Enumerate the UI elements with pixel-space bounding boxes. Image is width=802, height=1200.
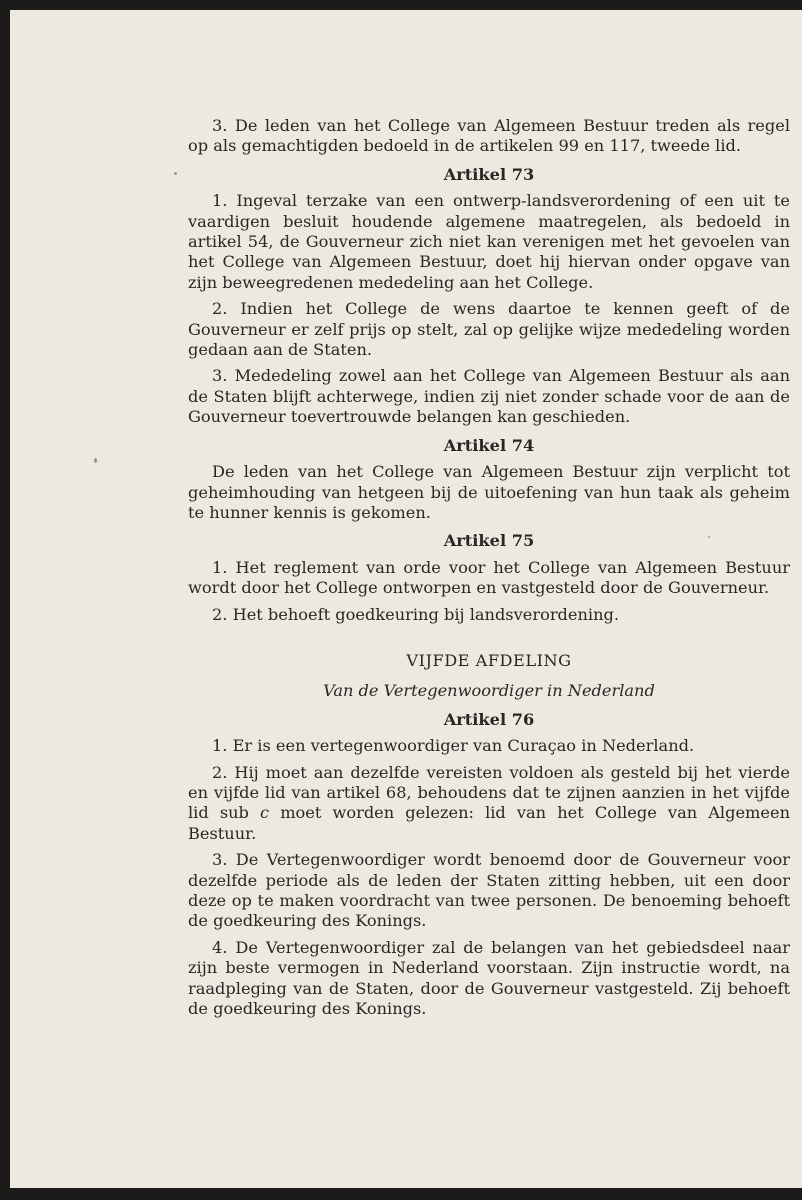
paragraph-73-3: 3. Mededeling zowel aan het College van Algemeen Bestuur als aan de Staten blijft achterwege, indien zij niet zonder schade voor de aan de Gouverneur toevertrouwde belangen kan geschieden. <box>188 366 790 427</box>
heading-artikel-76: Artikel 76 <box>443 709 535 729</box>
paragraph-76-1: 1. Er is een vertegenwoordiger van Curaçao in Nederland. <box>212 736 695 756</box>
document-page <box>10 10 802 1188</box>
document-body <box>188 116 790 1025</box>
paragraph-72-3: 3. De leden van het College van Algemeen Bestuur treden als regel op als gemachtigden bedoeld in de artikelen 99 en 117, tweede lid. <box>188 116 790 156</box>
text-run: 2. Hij moet aan dezelfde vereisten voldoen als gesteld bij het vierde en vijfde lid van artikel 68, behoudens dat te zijnen aanzien in het vijfde lid sub <box>188 762 790 823</box>
heading-artikel-75: Artikel 75 <box>443 531 535 551</box>
text-run: moet worden gelezen: lid van het College van Algemeen Bestuur. <box>188 803 790 843</box>
paragraph-75-1: 1. Het reglement van orde voor het College van Algemeen Bestuur wordt door het College ontworpen en vastgesteld door de Gouverneur. <box>188 557 790 598</box>
section-subtitle: Van de Vertegenwoordiger in Nederland <box>323 681 655 701</box>
paragraph-76-4: 4. De Vertegenwoordiger zal de belangen van het gebiedsdeel naar zijn beste vermogen in Nederland voorstaan. Zijn instructie wordt, na raadpleging van de Staten, door de Gouverneur vastgesteld. Zij behoeft de goedkeuring des Konings. <box>188 937 790 1019</box>
heading-artikel-73: Artikel 73 <box>443 164 535 184</box>
section-title: VIJFDE AFDELING <box>406 650 572 670</box>
paper-speck <box>174 172 177 175</box>
paragraph-74: De leden van het College van Algemeen Bestuur zijn verplicht tot geheimhouding van hetgeen bij de uitoefening van hun taak als geheim te hunner kennis is gekomen. <box>188 462 790 522</box>
paragraph-75-2: 2. Het behoeft goedkeuring bij landsverordening. <box>212 604 620 624</box>
paper-speck <box>94 458 97 463</box>
paragraph-73-1: 1. Ingeval terzake van een ontwerp-landsverordening of een uit te vaardigen besluit houdende algemene maatregelen, als bedoeld in artikel 54, de Gouverneur zich niet kan verenigen met het gevoelen van het College van Algemeen Bestuur, doet hij hiervan onder opgave van zijn beweegredenen mededeling aan het College. <box>188 191 790 292</box>
italic-text-run: c <box>260 803 270 823</box>
paragraph-76-3: 3. De Vertegenwoordiger wordt benoemd door de Gouverneur voor dezelfde periode als de leden der Staten zitting hebben, uit een door deze op te maken voordracht van twee personen. De benoeming behoeft de goedkeuring des Konings. <box>188 850 790 931</box>
paragraph-76-2 <box>188 763 790 845</box>
heading-artikel-74: Artikel 74 <box>443 435 535 455</box>
paragraph-73-2: 2. Indien het College de wens daartoe te kennen geeft of de Gouverneur er zelf prijs op stelt, zal op gelijke wijze mededeling worden gedaan aan de Staten. <box>188 299 790 360</box>
